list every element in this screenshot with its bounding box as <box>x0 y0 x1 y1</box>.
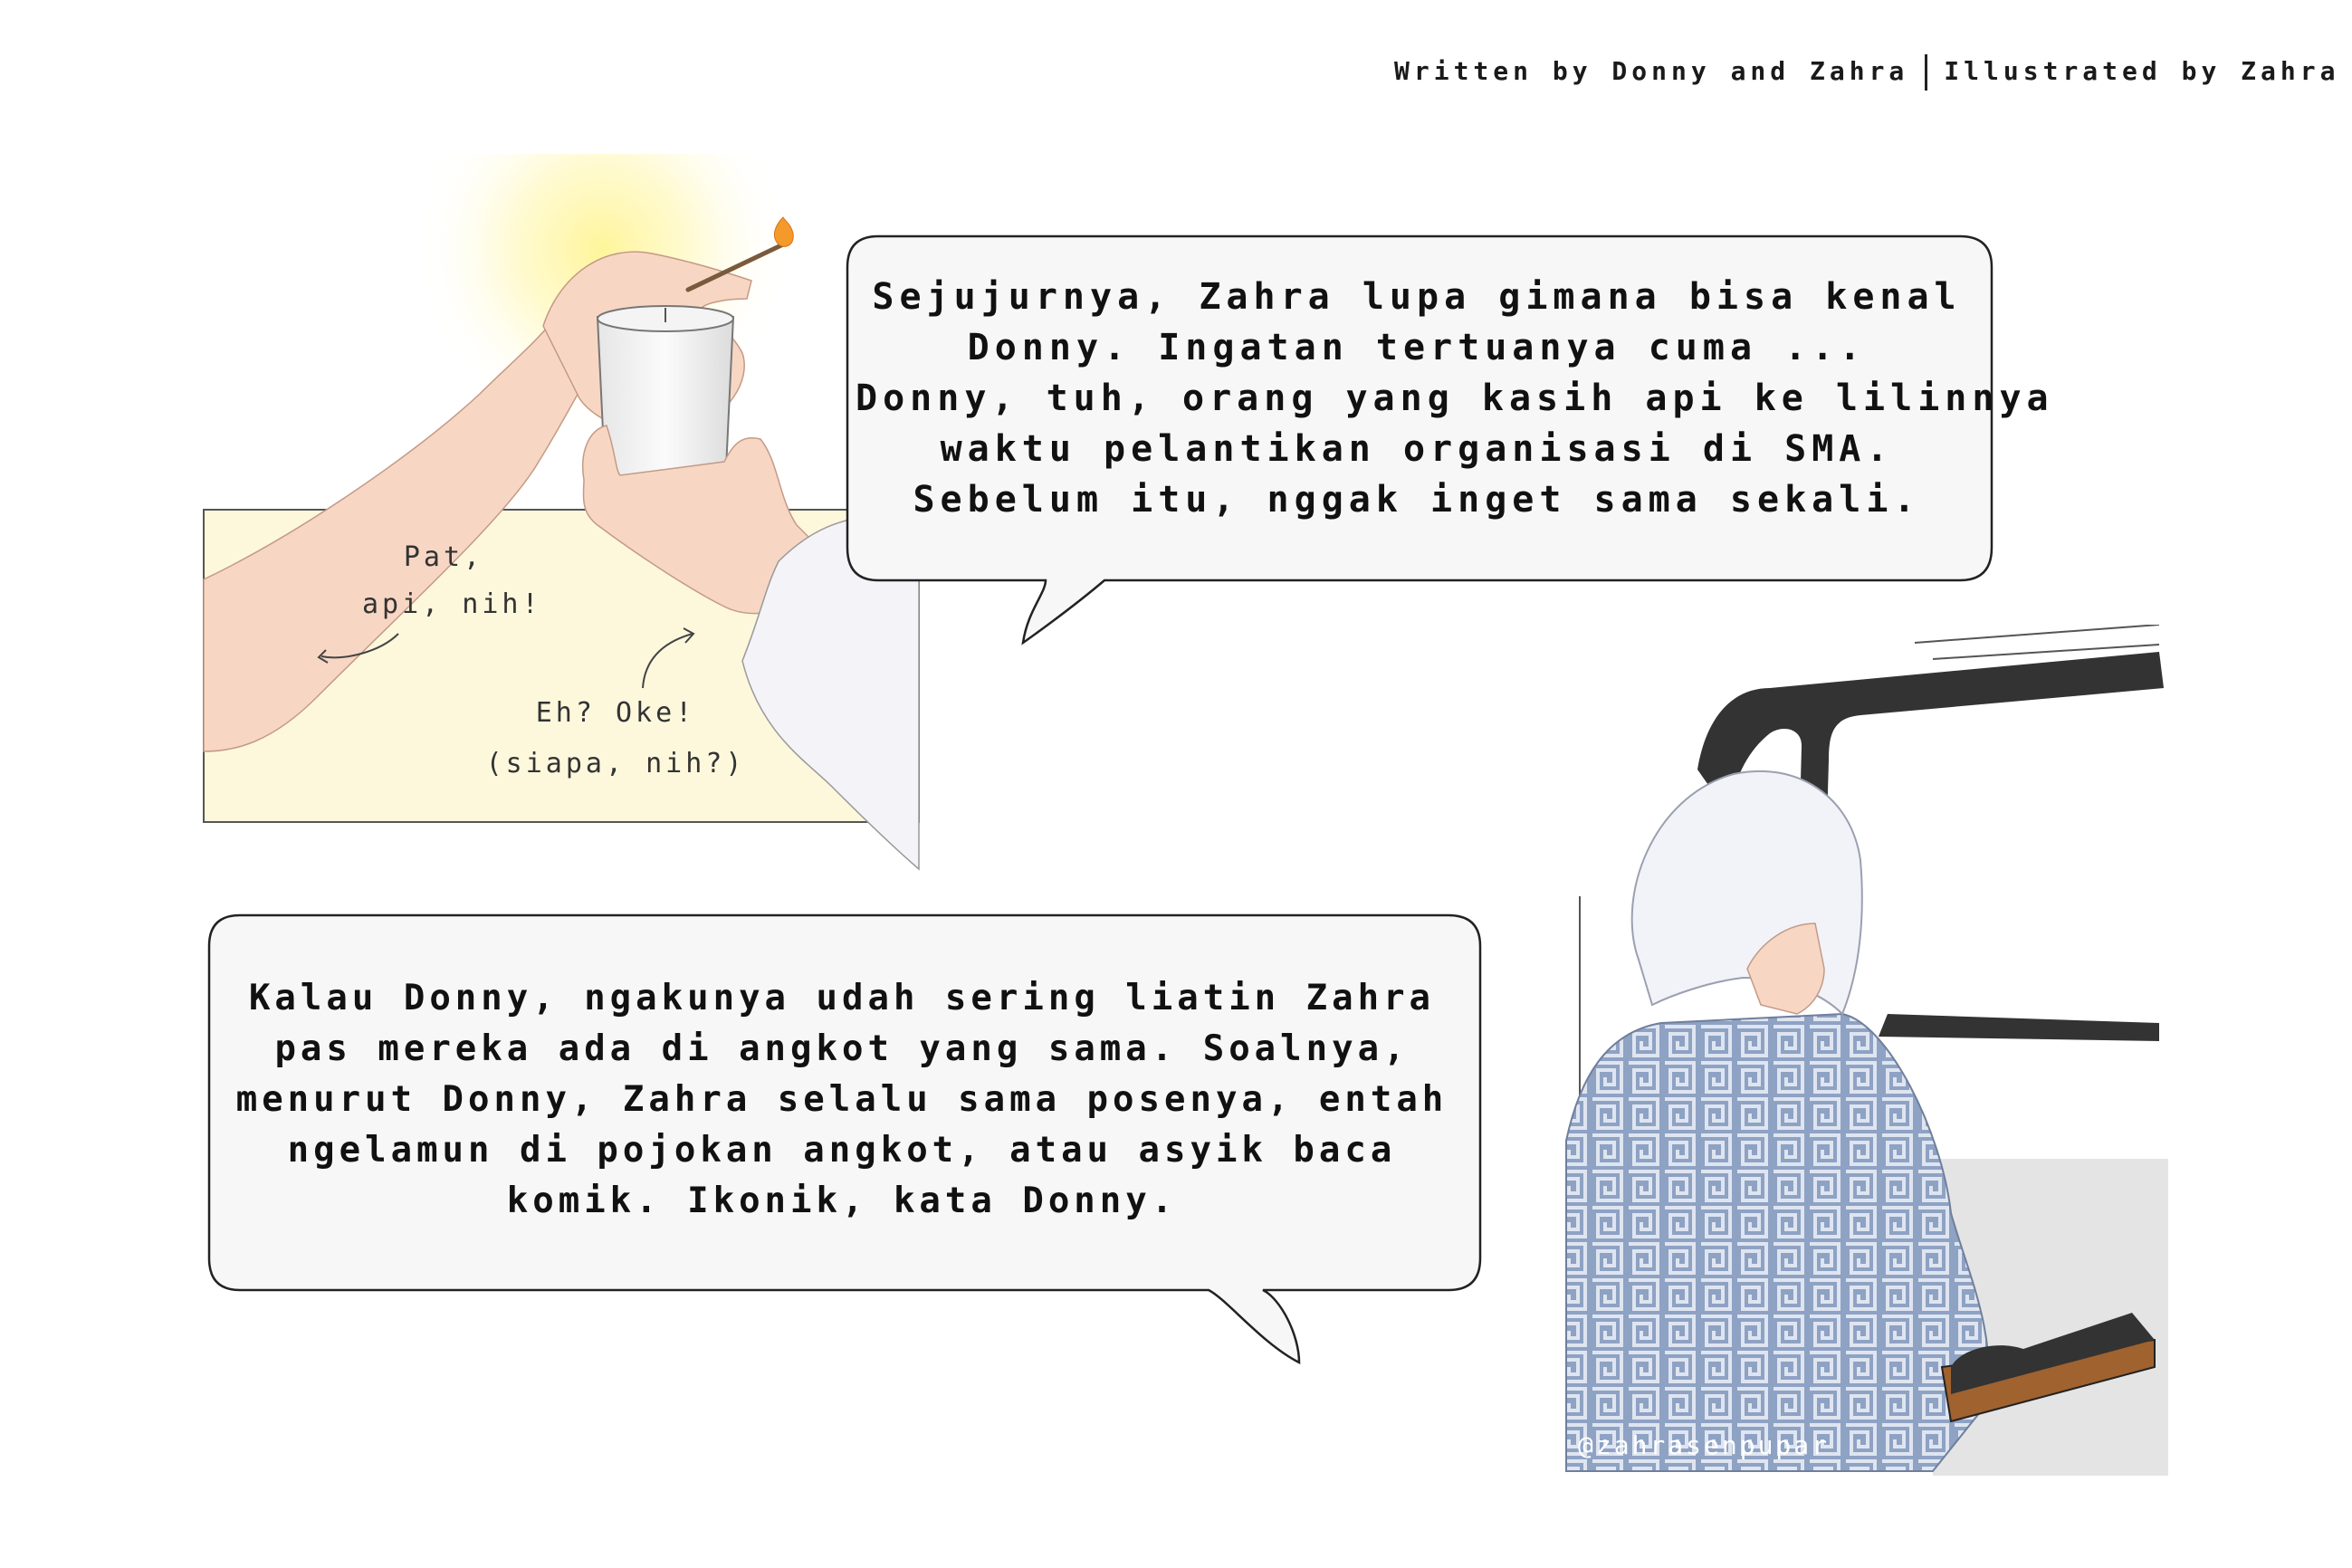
credit-illustrated: Illustrated by Zahra <box>1944 56 2340 86</box>
bubble-2-line: menurut Donny, Zahra selalu sama posenya, entah <box>235 1079 1448 1120</box>
dialogue-oke-line2: (siapa, nih?) <box>485 748 746 779</box>
panel-candle <box>181 154 942 878</box>
artist-watermark: @zahrasenpupar <box>1578 1430 1831 1460</box>
credit-line <box>1394 54 2340 100</box>
bubble-1-text <box>856 272 2054 525</box>
patterned-dress <box>1566 1014 1989 1471</box>
hijab <box>1632 771 1862 1014</box>
bubble-2-line: komik. Ikonik, kata Donny. <box>506 1181 1178 1221</box>
dialogue-pat-line2: api, nih! <box>362 588 542 620</box>
bubble-2-line: ngelamun di pojokan angkot, atau asyik baca <box>287 1130 1397 1171</box>
angkot-illustration <box>1553 625 2168 1480</box>
bubble-1-line: Donny. Ingatan tertuanya cuma ... <box>967 327 1867 368</box>
dialogue-oke <box>480 688 751 789</box>
panel-angkot <box>1553 625 2168 1480</box>
dialogue-pat-line1: Pat, <box>403 541 484 573</box>
car-rail <box>1879 1014 2159 1041</box>
credit-written: Written by Donny and Zahra <box>1394 56 1909 86</box>
bubble-2-text <box>217 973 1467 1227</box>
bubble-1-line: waktu pelantikan organisasi di SMA. <box>940 428 1894 470</box>
bubble-2-line: Kalau Donny, ngakunya udah sering liatin Zahra <box>248 978 1436 1018</box>
credit-separator <box>1925 54 1927 91</box>
bubble-2-line: pas mereka ada di angkot yang sama. Soalnya, <box>274 1028 1410 1069</box>
dialogue-pat <box>362 534 542 628</box>
bubble-1-line: Sebelum itu, nggak inget sama sekali. <box>913 479 1921 521</box>
bubble-1-line: Sejujurnya, Zahra lupa gimana bisa kenal <box>872 276 1962 318</box>
dialogue-oke-line1: Eh? Oke! <box>535 697 696 729</box>
bubble-1-line: Donny, tuh, orang yang kasih api ke lilinnya <box>856 378 2054 419</box>
